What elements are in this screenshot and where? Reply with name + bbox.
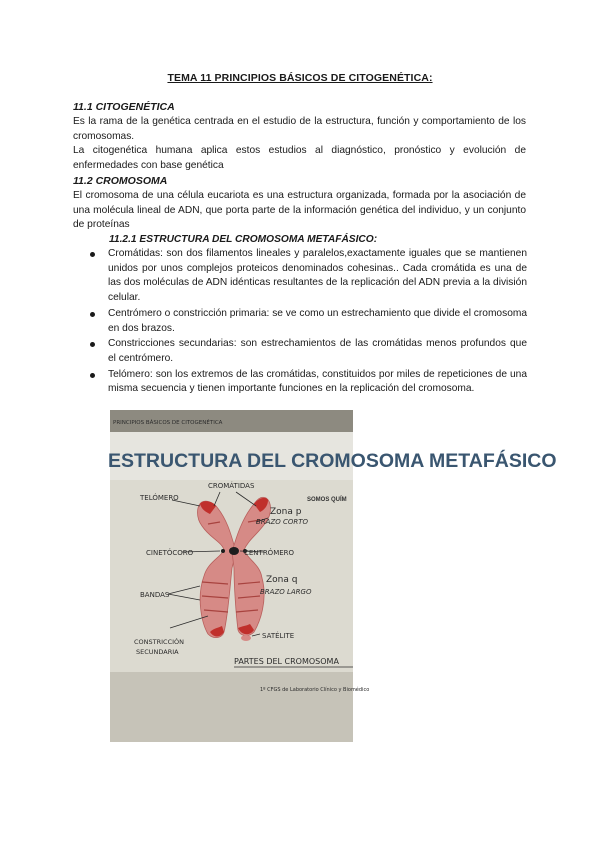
- list-item: [90, 247, 527, 306]
- section-heading-citogenetica: 11.1 CITOGENÉTICA: [73, 101, 175, 113]
- label-centromero: CENTRÓMERO: [244, 549, 295, 557]
- label-bandas: BANDAS: [140, 591, 170, 599]
- photo-bottom-area: [110, 672, 353, 742]
- kinetochore-left: [221, 549, 225, 553]
- label-partes-del-cromosoma: PARTES DEL CROMOSOMA: [234, 657, 339, 666]
- bullet-icon: [90, 342, 95, 347]
- document-title: TEMA 11 PRINCIPIOS BÁSICOS DE CITOGENÉTICA:: [167, 72, 433, 84]
- bullet-icon: [90, 373, 95, 378]
- footer-text: 1º CFGS de Laboratorio Clínico y Biomédico: [260, 687, 370, 693]
- label-constriccion: CONSTRICCIÓN: [134, 638, 185, 646]
- list-item: [90, 368, 527, 397]
- structure-bullet-list: [90, 247, 527, 398]
- bullet-icon: [90, 252, 95, 257]
- label-telomero: TELÓMERO: [140, 494, 179, 502]
- section-heading-cromosoma: 11.2 CROMOSOMA: [73, 175, 168, 187]
- list-item: [90, 337, 527, 366]
- label-cinetocoro: CINETÓCORO: [146, 549, 194, 557]
- label-brazo-largo: BRAZO LARGO: [260, 588, 312, 596]
- chromosome-diagram: [108, 410, 557, 742]
- bullet-text-constricciones: Constricciones secundarias: son estrechamientos de las cromátidas menos profundos que el centrómero.: [108, 338, 527, 364]
- banner-title: ESTRUCTURA DEL CROMOSOMA METAFÁSICO: [108, 450, 557, 472]
- centromere-mark: [229, 547, 239, 555]
- top-strip-text: PRINCIPIOS BÁSICOS DE CITOGENÉTICA: [113, 420, 223, 426]
- satellite-mark: [241, 635, 251, 641]
- paragraph-citogenetica-humana: La citogenética humana aplica estos estudios al diagnóstico, pronóstico y evolución de enfermedades con base genética: [73, 145, 526, 171]
- label-zona-p: Zona p: [270, 507, 302, 517]
- label-brazo-corto: BRAZO CORTO: [256, 518, 309, 526]
- label-satelite: SATÉLITE: [262, 632, 295, 640]
- bullet-text-telomero: Telómero: son los extremos de las cromátidas, constituidos por miles de repeticiones de una misma secuencia y tienen importante funciones en la replicación del cromosoma.: [108, 368, 527, 395]
- bullet-icon: [90, 312, 95, 317]
- label-cromatidas: CROMÁTIDAS: [208, 482, 255, 490]
- chromosome-photo: [108, 410, 557, 742]
- list-item: [90, 307, 527, 336]
- label-zona-q: Zona q: [266, 575, 298, 585]
- corner-text: SOMOS QUÍM: [307, 497, 347, 503]
- paragraph-citogenetica-definition: Es la rama de la genética centrada en el estudio de la estructura, función y comportamiento de los cromosomas.: [73, 116, 526, 142]
- bullet-text-centromero: Centrómero o constricción primaria: se ve como un estrechamiento que divide el cromosoma en dos brazos.: [108, 307, 528, 334]
- subsection-heading-estructura: 11.2.1 ESTRUCTURA DEL CROMOSOMA METAFÁSICO:: [109, 234, 378, 245]
- label-secundaria: SECUNDARIA: [136, 648, 179, 656]
- bullet-text-cromatidas: Cromátidas: son dos filamentos lineales y paralelos,exactamente iguales que se mantienen unidos por unos complejos proteicos denominados cohesinas.. Cada cromátida es una de las dos moléculas de ADN idénticas resultantes de la replicación del ADN previa a la división celular.: [108, 248, 527, 304]
- paragraph-cromosoma-definition: El cromosoma de una célula eucariota es una estructura organizada, formada por la asociación de una molécula lineal de ADN, que porta parte de la información genética del individuo, y un conjunto de proteínas: [73, 190, 526, 230]
